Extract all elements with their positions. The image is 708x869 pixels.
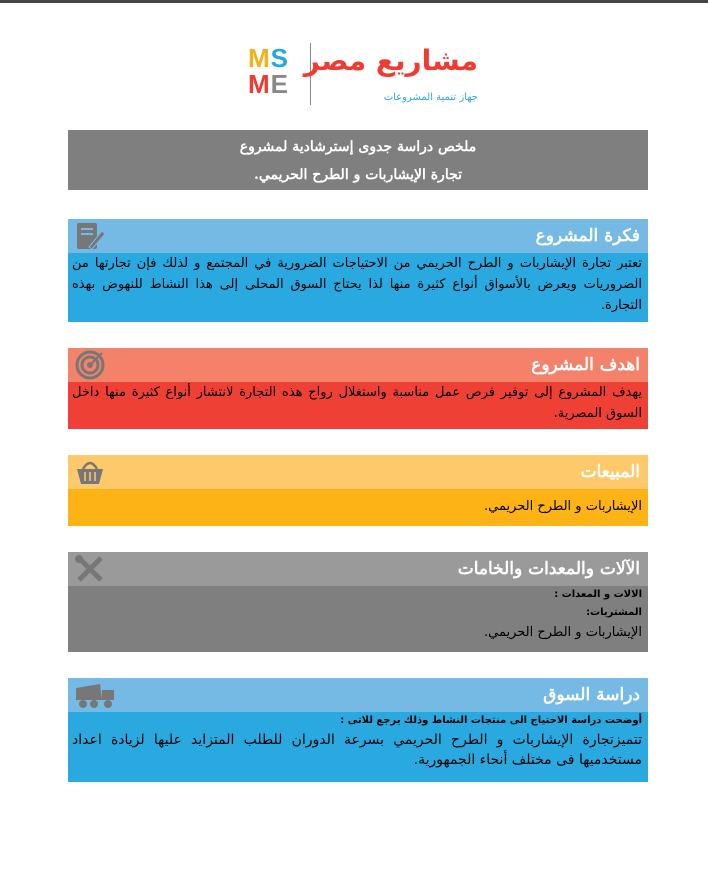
logo-arabic-name: مشاريع مصر bbox=[303, 44, 478, 77]
section-market-study bbox=[68, 678, 648, 782]
tools-icon bbox=[74, 554, 106, 584]
title-line-2: تجارة الإيشاربات و الطرح الحريمي. bbox=[253, 167, 463, 183]
edit-document-icon bbox=[74, 221, 106, 251]
section-equipment bbox=[68, 552, 648, 652]
summary-title bbox=[68, 130, 648, 190]
section-body: تعتبر تجارة الإيشاربات و الطرح الحريمي من الاحتياجات الضرورية في المجتمع و لذلك فإن تجارتها من الضروريات ويعرض بالأسواق أنواع كثيرة منها لذا يحتاج السوق المحلى إلى هذا النشاط للنهوض بهذه التجارة. bbox=[68, 253, 648, 322]
section-heading: المبيعات bbox=[580, 462, 640, 482]
section-heading: فكرة المشروع bbox=[535, 226, 640, 246]
section-sales bbox=[68, 455, 648, 526]
logo-tagline: جهاز تنمية المشروعات bbox=[383, 92, 478, 103]
section-body: الإيشاربات و الطرح الحريمي. bbox=[68, 489, 648, 526]
dump-truck-icon bbox=[74, 680, 116, 710]
section-body: يهدف المشروع إلى توفير فرص عمل مناسبة واستغلال رواج هذه التجارة لانتشار أنواع كثيرة منها داخل السوق المصرية. bbox=[68, 382, 648, 429]
section-heading: الآلات والمعدات والخامات bbox=[457, 559, 640, 579]
section-project-goal bbox=[68, 348, 648, 429]
section-body: الإيشاربات و الطرح الحريمي. bbox=[483, 625, 642, 640]
purchases-label: المشتريات: bbox=[586, 607, 642, 618]
section-heading: دراسة السوق bbox=[543, 685, 640, 705]
basket-icon bbox=[74, 457, 106, 487]
section-body: تتميزتجارة الإيشاربات و الطرح الحريمي بسرعة الدوران للطلب المتزايد عليها لزيادة اعداد مستخدميها فى مختلف أنحاء الجمهورية. bbox=[72, 732, 642, 768]
section-project-idea bbox=[68, 219, 648, 322]
section-heading: اهدف المشروع bbox=[531, 355, 640, 375]
msme-logo bbox=[248, 41, 478, 111]
equipment-label: الالات و المعدات : bbox=[554, 589, 642, 600]
target-icon bbox=[74, 350, 106, 380]
title-line-1: ملخص دراسة جدوى إسترشادية لمشروع bbox=[239, 139, 477, 155]
logo-msme-letters: MS ME bbox=[248, 43, 290, 99]
market-intro: أوضحت دراسة الاحتياج الى منتجات النشاط وذلك يرجع للاتى : bbox=[340, 715, 642, 726]
